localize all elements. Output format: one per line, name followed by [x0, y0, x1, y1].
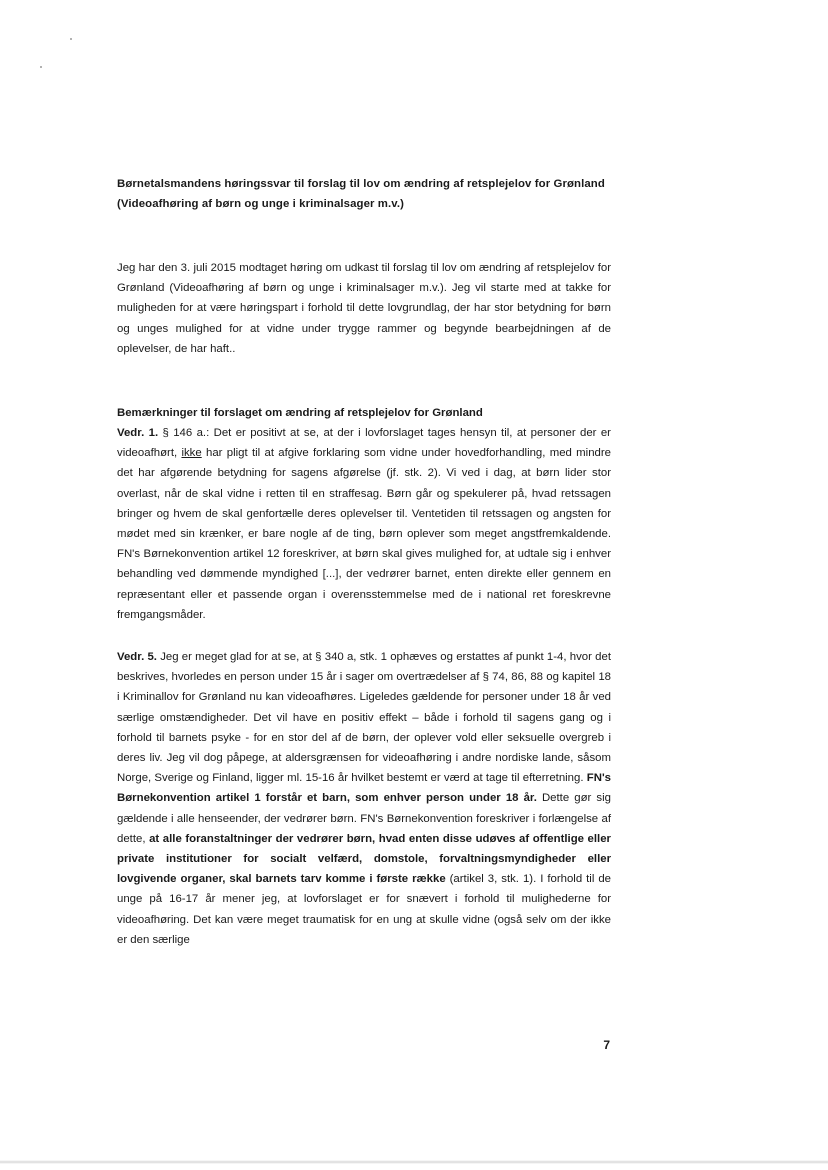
paragraph-text: Jeg er meget glad for at se, at § 340 a, stk. 1 ophæves og erstattes af punkt 1-4, hvor det beskrives, hvorledes en person under 15 år i sager om overtrædelser af § 74, 86, 88 og kapitel 18 i Kriminallov for Grønland nu kan videoafhøres. Ligeledes gældende for personer under 18 år ved særlige omstændigheder. Det vil have en positiv effekt – både i forhold til sagens gang og i forhold til barnets psyke - for en stor del af de børn, der oplever vold eller seksuelle overgreb i deres liv. Jeg vil dog påpege, at aldersgrænsen for videoafhøring i andre nordiske lande, såsom Norge, Sverige og Finland, ligger ml. 15-16 år hvilket bestemt er værd at tage til efterretning.	[117, 651, 611, 785]
bold-passage: at alle foranstaltninger der vedrører børn, hvad enten disse udøves af offentlige eller private institutioner for socialt velfærd, domstole, forvaltningsmyndigheder eller lovgivende organer, skal barnets tarv komme i første række	[117, 832, 611, 886]
paragraph-vedr-1	[117, 423, 611, 625]
paragraph-text: § 146 a.: Det er positivt at se, at der i lovforslaget tages hensyn til, at personer der er videoafhørt,	[117, 427, 611, 460]
document-body	[117, 174, 611, 950]
intro-paragraph: Jeg har den 3. juli 2015 modtaget høring om udkast til forslag til lov om ændring af retsplejelov for Grønland (Videoafhøring af børn og unge i kriminalsager m.v.). Jeg vil starte med at takke for muligheden for at være høringspart i forhold til dette lovgrundlag, der har stor betydning for børn og unges mulighed for at vidne under trygge rammer og begynde bearbejdningen af de oplevelser, de har haft..	[117, 262, 611, 355]
scan-speck	[70, 38, 72, 40]
underlined-word: ikke	[181, 447, 202, 460]
paragraph-label: Vedr. 1.	[117, 427, 159, 440]
section-heading: Bemærkninger til forslaget om ændring af retsplejelov for Grønland	[117, 407, 483, 420]
scan-speck	[40, 66, 42, 68]
paragraph-text: har pligt til at afgive forklaring som vidne under hovedforhandling, med mindre det har afgørende betydning for sagens afgørelse (jf. stk. 2). Vi ved i dag, at børn lider stor overlast, når de skal vidne i retten til en straffesag. Børn går og spekulerer på, hvad retssagen bringer og hvem de skal genfortælle deres oplevelser til. Ventetiden til retssagen og angsten for mødet med sin krænker, er bare nogle af de ting, børn oplever som meget angstfremkaldende. FN's Børnekonvention artikel 12 foreskriver, at børn skal gives mulighed for, at udtale sig i enhver behandling ved dømmende myndighed [...], der vedrører barnet, enten direkte eller gennem en repræsentant eller et passende organ i overensstemmelse med de i national ret foreskrevne fremgangsmåder.	[117, 447, 612, 621]
document-title: Børnetalsmandens høringssvar til forslag til lov om ændring af retsplejelov for Grønland (Videoafhøring af børn og unge i kriminalsager m.v.)	[117, 178, 605, 210]
scan-edge-line	[0, 1160, 828, 1164]
paragraph-text: Dette gør sig gældende i alle henseender, der vedrører børn. FN's Børnekonvention foreskriver i forlængelse af dette,	[117, 792, 611, 845]
bold-passage: FN's Børnekonvention artikel 1 forstår et barn, som enhver person under 18 år.	[117, 772, 611, 805]
paragraph-label: Vedr. 5.	[117, 651, 157, 664]
paragraph-vedr-5	[117, 647, 611, 950]
paragraph-text: (artikel 3, stk. 1). I forhold til de unge på 16-17 år mener jeg, at lovforslaget er for snævert i forhold til mulighederne for videoafhøring. Det kan være meget traumatisk for en ung at skulle vidne (også selv om der ikke er den særlige	[117, 873, 611, 946]
page-number: 7	[603, 1038, 610, 1052]
